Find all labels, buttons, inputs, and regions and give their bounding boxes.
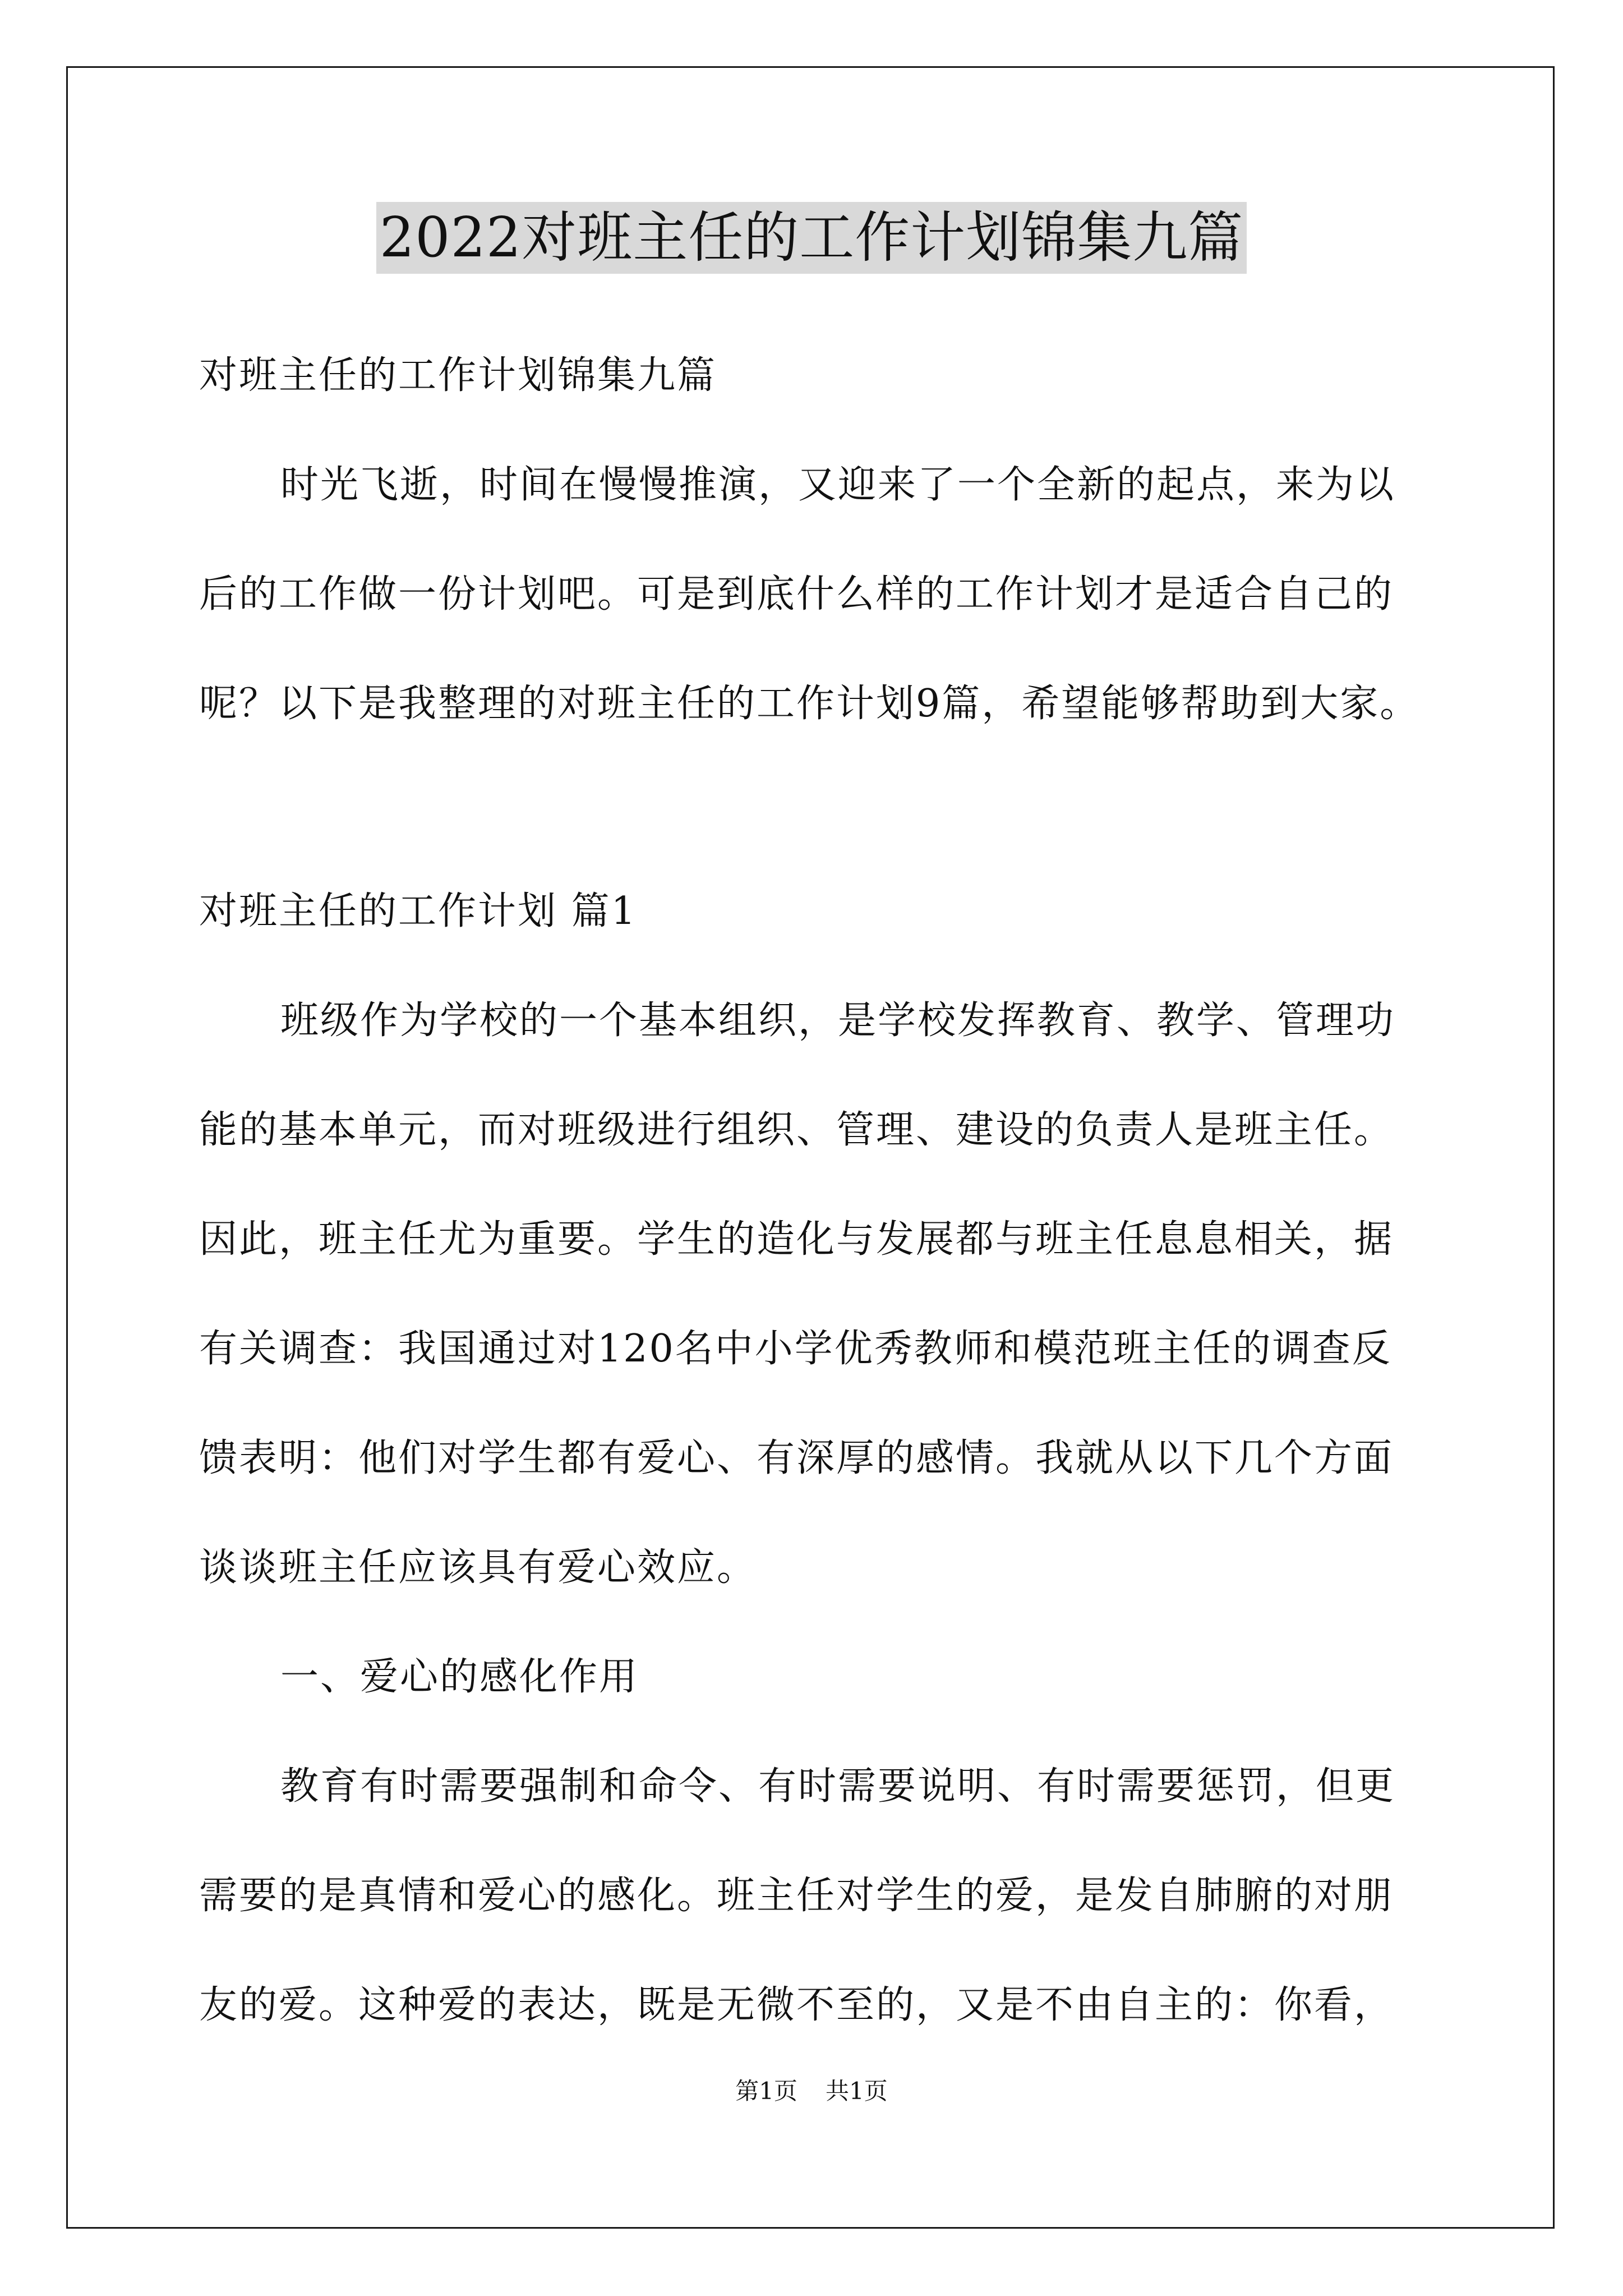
para2-line-3: 友的爱。这种爱的表达，既是无微不至的，又是不由自主的：你看， xyxy=(199,1983,1394,2027)
intro-line-2: 后的工作做一份计划吧。可是到底什么样的工作计划才是适合自己的 xyxy=(199,572,1394,616)
page-number-total: 共1页 xyxy=(826,2077,888,2105)
intro-line-3: 呢？以下是我整理的对班主任的工作计划9篇，希望能够帮助到大家。 xyxy=(199,682,1420,726)
para2-line-1: 教育有时需要强制和命令、有时需要说明、有时需要惩罚，但更 xyxy=(280,1764,1396,1809)
para1-line-6: 谈谈班主任应该具有爱心效应。 xyxy=(199,1545,757,1590)
para1-line-5: 馈表明：他们对学生都有爱心、有深厚的感情。我就从以下几个方面 xyxy=(199,1436,1394,1480)
section-heading: 对班主任的工作计划 篇1 xyxy=(199,889,637,933)
para1-line-4: 有关调查：我国通过对120名中小学优秀教师和模范班主任的调查反 xyxy=(199,1327,1392,1371)
sub-heading: 一、爱心的感化作用 xyxy=(280,1655,639,1699)
para2-line-2: 需要的是真情和爱心的感化。班主任对学生的爱，是发自肺腑的对朋 xyxy=(199,1874,1394,1918)
para1-line-2: 能的基本单元，而对班级进行组织、管理、建设的负责人是班主任。 xyxy=(199,1108,1394,1152)
title-container xyxy=(0,202,1623,274)
para1-line-1: 班级作为学校的一个基本组织，是学校发挥教育、教学、管理功 xyxy=(280,999,1396,1043)
document-subtitle: 对班主任的工作计划锦集九篇 xyxy=(199,353,717,398)
page-footer xyxy=(0,2076,1623,2107)
page-number-current: 第1页 xyxy=(735,2077,797,2105)
document-title: 2022对班主任的工作计划锦集九篇 xyxy=(376,202,1247,274)
intro-line-1: 时光飞逝，时间在慢慢推演，又迎来了一个全新的起点，来为以 xyxy=(280,463,1396,507)
para1-line-3: 因此，班主任尤为重要。学生的造化与发展都与班主任息息相关，据 xyxy=(199,1217,1394,1262)
